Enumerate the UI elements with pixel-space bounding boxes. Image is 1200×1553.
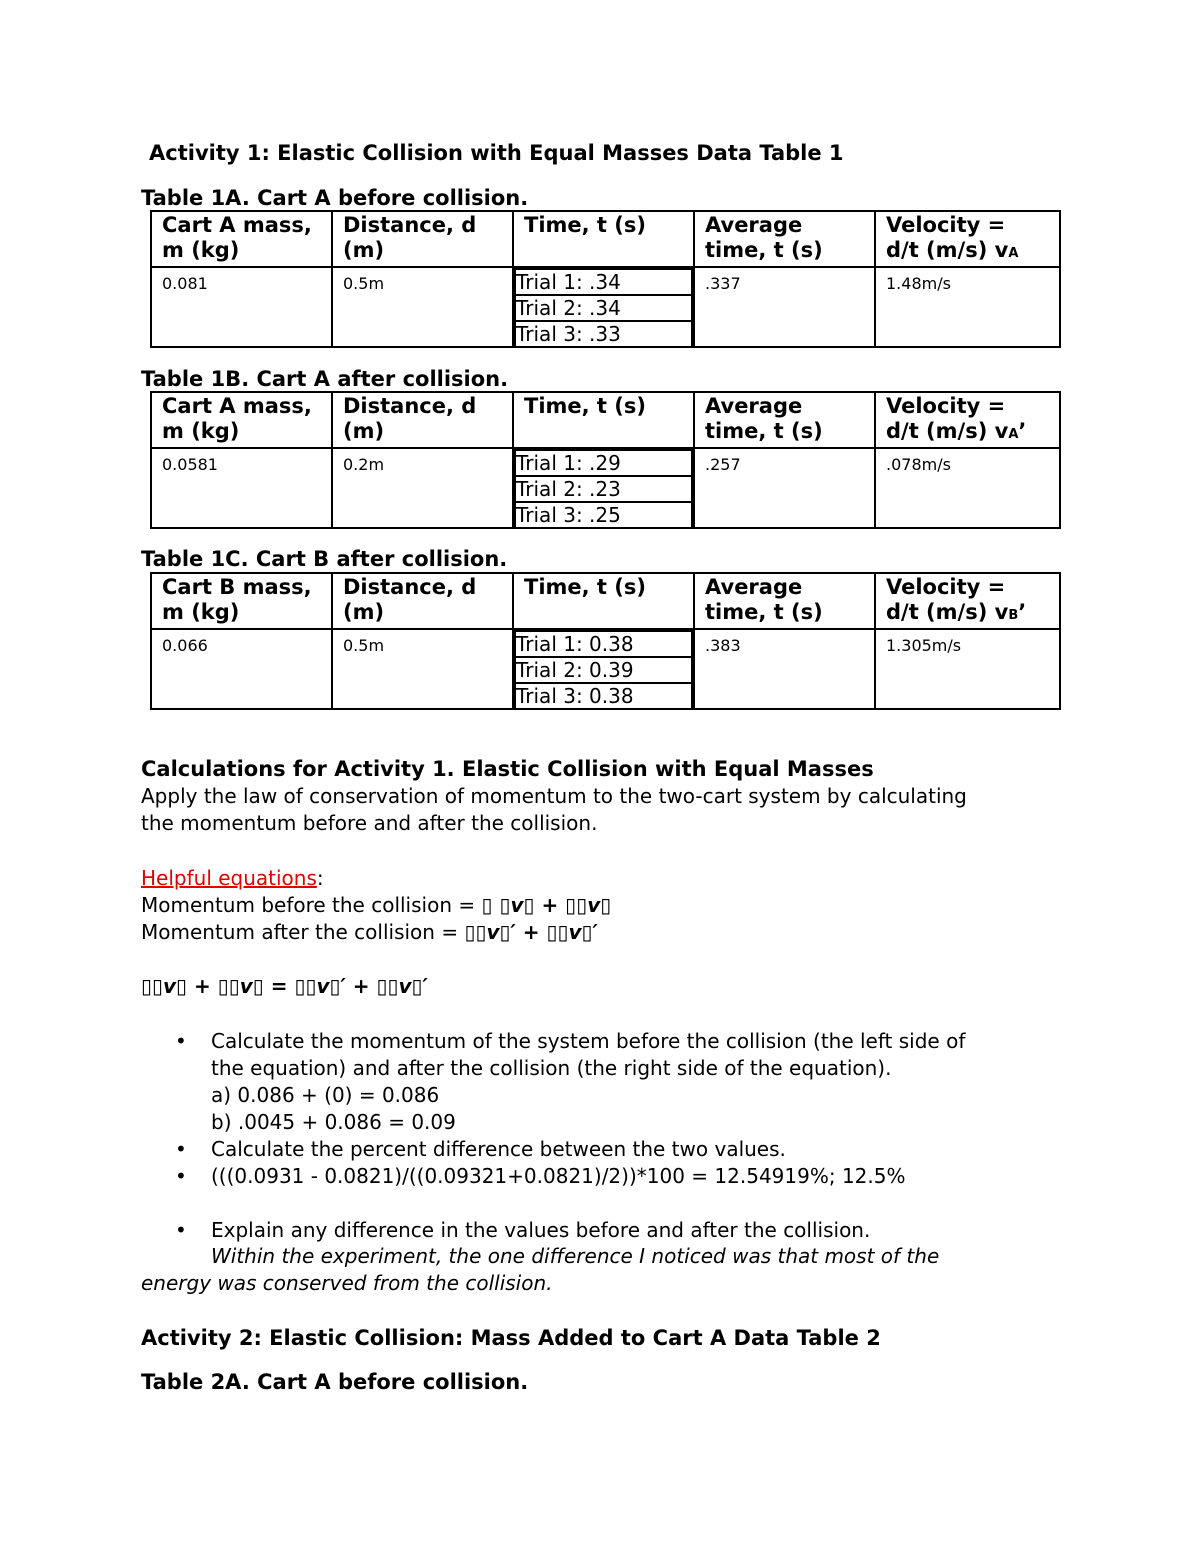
trial-2: Trial 2: .23 (515, 476, 692, 502)
cell-average: .337 (694, 267, 875, 347)
answer-line-2: energy was conserved from the collision. (141, 1271, 553, 1295)
equation-conservation: ▯▯v▯ + ▯▯v▯ = ▯▯v▯′ + ▯▯v▯′ (141, 974, 428, 998)
equation-momentum-before: Momentum before the collision = ▯ ▯v▯ + ▯▯v▯ (141, 893, 612, 917)
cell-mass: 0.066 (151, 629, 332, 709)
equation-momentum-after: Momentum after the collision = ▯▯v▯′ + ▯▯v▯′ (141, 920, 598, 944)
header-average-time: Average time, t (s) (694, 392, 875, 448)
trial-1: Trial 1: .29 (515, 450, 692, 476)
list-item: • Explain any difference in the values before and after the collision. (175, 1218, 871, 1242)
trial-3: Trial 3: .25 (515, 502, 692, 527)
table-1c (150, 572, 1061, 710)
cell-distance: 0.2m (332, 448, 513, 528)
header-time: Time, t (s) (513, 573, 694, 629)
table-2a-caption: Table 2A. Cart A before collision. (141, 1370, 529, 1394)
cell-distance: 0.5m (332, 629, 513, 709)
cell-mass: 0.0581 (151, 448, 332, 528)
table-1a-caption: Table 1A. Cart A before collision. (141, 186, 529, 210)
header-distance: Distance, d (m) (332, 211, 513, 267)
helpful-equations-link: Helpful equations (141, 866, 317, 890)
cell-average: .257 (694, 448, 875, 528)
trial-3: Trial 3: 0.38 (515, 683, 692, 708)
cell-velocity: 1.305m/s (875, 629, 1060, 709)
cell-trials (513, 448, 694, 528)
cell-velocity: .078m/s (875, 448, 1060, 528)
header-velocity: Velocity = d/t (m/s) vB’ (875, 573, 1060, 629)
calc-intro-line-1: Apply the law of conservation of momentum to the two-cart system by calculating (141, 784, 967, 808)
list-item: • (((0.0931 - 0.0821)/((0.09321+0.0821)/2))*100 = 12.54919%; 12.5% (175, 1164, 906, 1188)
calc-bullet-list (175, 1028, 965, 1244)
trial-3: Trial 3: .33 (515, 321, 692, 346)
table-1b (150, 391, 1061, 529)
header-average-time: Average time, t (s) (694, 211, 875, 267)
cell-velocity: 1.48m/s (875, 267, 1060, 347)
list-item: • Calculate the momentum of the system before the collision (the left side of the equation) and after the collision (the right side of the equation). a) 0.086 + (0) = 0.086 b) .0045 + 0.086 = 0.09 (175, 1029, 966, 1134)
header-distance: Distance, d (m) (332, 573, 513, 629)
calc-intro-line-2: the momentum before and after the collision. (141, 811, 598, 835)
trial-1: Trial 1: .34 (515, 269, 692, 295)
header-mass: Cart A mass, m (kg) (151, 211, 332, 267)
answer-line-1: Within the experiment, the one difference I noticed was that most of the (211, 1244, 940, 1268)
trial-2: Trial 2: .34 (515, 295, 692, 321)
trial-1: Trial 1: 0.38 (515, 631, 692, 657)
header-distance: Distance, d (m) (332, 392, 513, 448)
helpful-equations-heading: Helpful equations: (141, 866, 324, 890)
cell-mass: 0.081 (151, 267, 332, 347)
list-item: • Calculate the percent difference between the two values. (175, 1137, 786, 1161)
activity-1-title: Activity 1: Elastic Collision with Equal Masses Data Table 1 (149, 141, 844, 165)
header-average-time: Average time, t (s) (694, 573, 875, 629)
header-time: Time, t (s) (513, 392, 694, 448)
cell-trials (513, 629, 694, 709)
header-time: Time, t (s) (513, 211, 694, 267)
cell-average: .383 (694, 629, 875, 709)
cell-distance: 0.5m (332, 267, 513, 347)
table-1c-caption: Table 1C. Cart B after collision. (141, 547, 508, 571)
activity-2-title: Activity 2: Elastic Collision: Mass Added to Cart A Data Table 2 (141, 1326, 881, 1350)
trial-2: Trial 2: 0.39 (515, 657, 692, 683)
table-1a (150, 210, 1061, 348)
cell-trials (513, 267, 694, 347)
table-1b-caption: Table 1B. Cart A after collision. (141, 367, 509, 391)
header-mass: Cart A mass, m (kg) (151, 392, 332, 448)
header-velocity: Velocity = d/t (m/s) vA’ (875, 392, 1060, 448)
header-velocity: Velocity = d/t (m/s) vA (875, 211, 1060, 267)
header-mass: Cart B mass, m (kg) (151, 573, 332, 629)
calculations-title: Calculations for Activity 1. Elastic Collision with Equal Masses (141, 757, 874, 781)
